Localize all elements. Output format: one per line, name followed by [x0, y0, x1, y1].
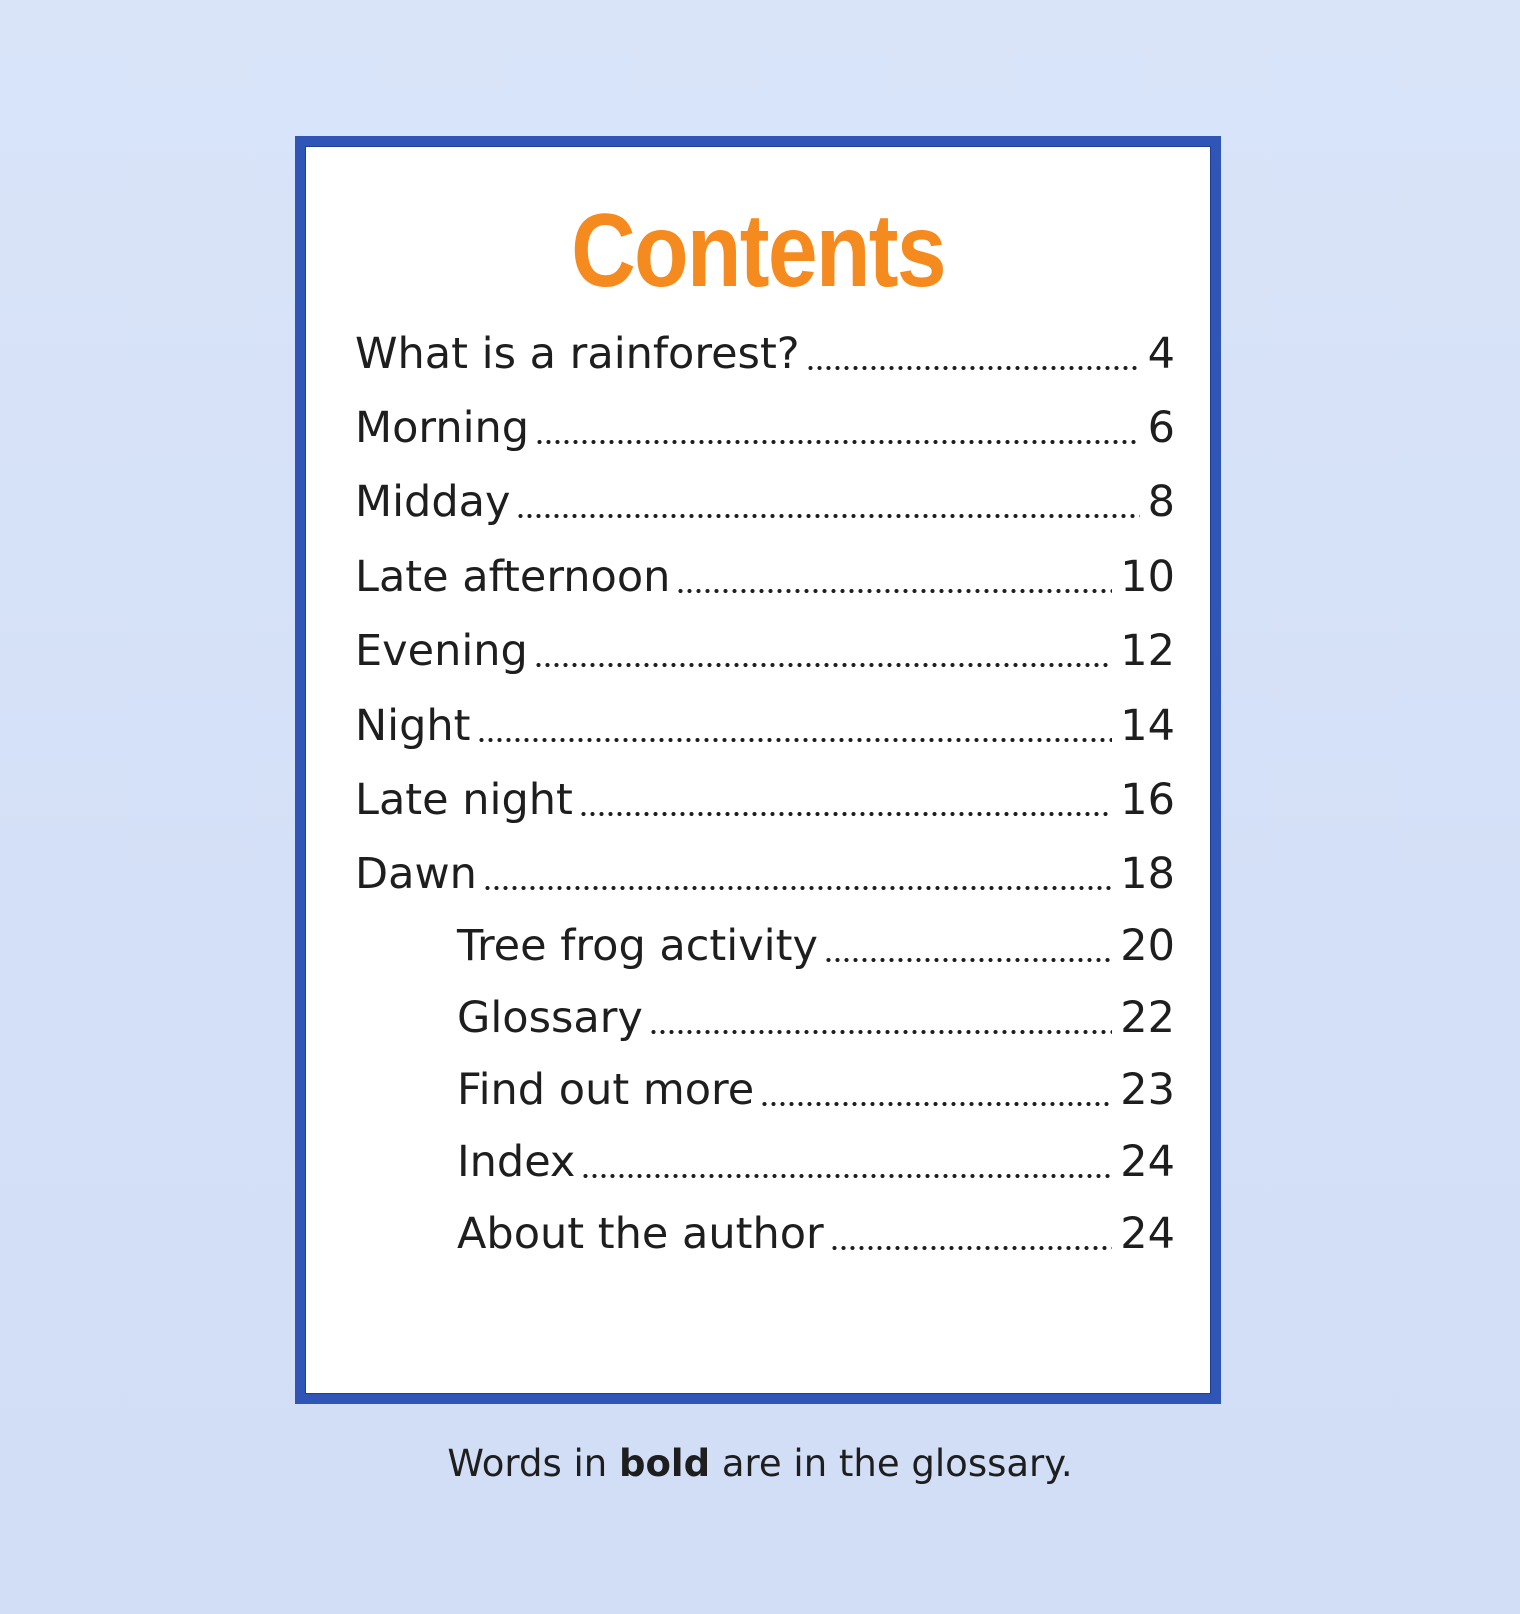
toc-entry[interactable]: [457, 992, 1175, 1044]
toc-entry-label: Morning: [355, 403, 530, 453]
dot-leader: [534, 663, 1112, 667]
toc-entry[interactable]: [355, 476, 1175, 528]
dot-leader: [535, 440, 1140, 444]
toc-entry-label: Dawn: [355, 849, 477, 899]
toc-entry-label: Find out more: [457, 1065, 755, 1115]
toc-entry-page: 8: [1147, 477, 1175, 527]
dot-leader: [830, 1246, 1113, 1250]
toc-entry-page: 14: [1120, 701, 1175, 751]
toc-entry-page: 10: [1120, 552, 1175, 602]
dot-leader: [649, 1030, 1112, 1034]
toc-entry-page: 23: [1120, 1065, 1175, 1115]
contents-box: [295, 136, 1221, 1404]
toc-entry-label: What is a rainforest?: [355, 329, 800, 379]
dot-leader: [806, 366, 1140, 370]
toc-entry-label: Glossary: [457, 993, 643, 1043]
dot-leader: [824, 958, 1112, 962]
dot-leader: [483, 886, 1112, 890]
toc-entry[interactable]: [457, 1208, 1175, 1260]
toc-entry-label: Late afternoon: [355, 552, 671, 602]
toc-entry[interactable]: [355, 700, 1175, 752]
dot-leader: [581, 1174, 1112, 1178]
toc-entry-page: 24: [1120, 1209, 1175, 1259]
toc-entry-label: Index: [457, 1137, 576, 1187]
toc-entry-page: 12: [1120, 626, 1175, 676]
toc-list: [305, 146, 1211, 1394]
toc-entry-label: Tree frog activity: [457, 921, 818, 971]
glossary-note-bold-word: bold: [619, 1442, 711, 1485]
dot-leader: [676, 589, 1112, 593]
contents-title: Contents: [571, 193, 945, 309]
dot-leader: [477, 738, 1113, 742]
toc-entry-page: 6: [1147, 403, 1175, 453]
toc-entry-label: Late night: [355, 775, 573, 825]
toc-entry[interactable]: [355, 551, 1175, 603]
dot-leader: [516, 514, 1139, 518]
toc-entry-label: Evening: [355, 626, 528, 676]
dot-leader: [760, 1102, 1112, 1106]
toc-entry-label: Night: [355, 701, 471, 751]
toc-entry[interactable]: [355, 402, 1175, 454]
toc-entry-label: Midday: [355, 477, 511, 527]
toc-entry-page: 20: [1120, 921, 1175, 971]
toc-entry[interactable]: [355, 328, 1175, 380]
toc-entry[interactable]: [355, 848, 1175, 900]
toc-entry-label: About the author: [457, 1209, 824, 1259]
dot-leader: [579, 812, 1112, 816]
toc-entry-page: 22: [1120, 993, 1175, 1043]
toc-entry[interactable]: [457, 1064, 1175, 1116]
toc-entry[interactable]: [355, 625, 1175, 677]
toc-entry[interactable]: [457, 1136, 1175, 1188]
toc-entry-page: 4: [1147, 329, 1175, 379]
toc-entry-page: 16: [1120, 775, 1175, 825]
glossary-note-before: Words in: [447, 1442, 619, 1485]
toc-entry[interactable]: [457, 920, 1175, 972]
toc-entry[interactable]: [355, 774, 1175, 826]
glossary-note-after: are in the glossary.: [710, 1442, 1073, 1485]
glossary-note: [0, 1442, 1520, 1485]
toc-entry-page: 18: [1120, 849, 1175, 899]
toc-entry-page: 24: [1120, 1137, 1175, 1187]
